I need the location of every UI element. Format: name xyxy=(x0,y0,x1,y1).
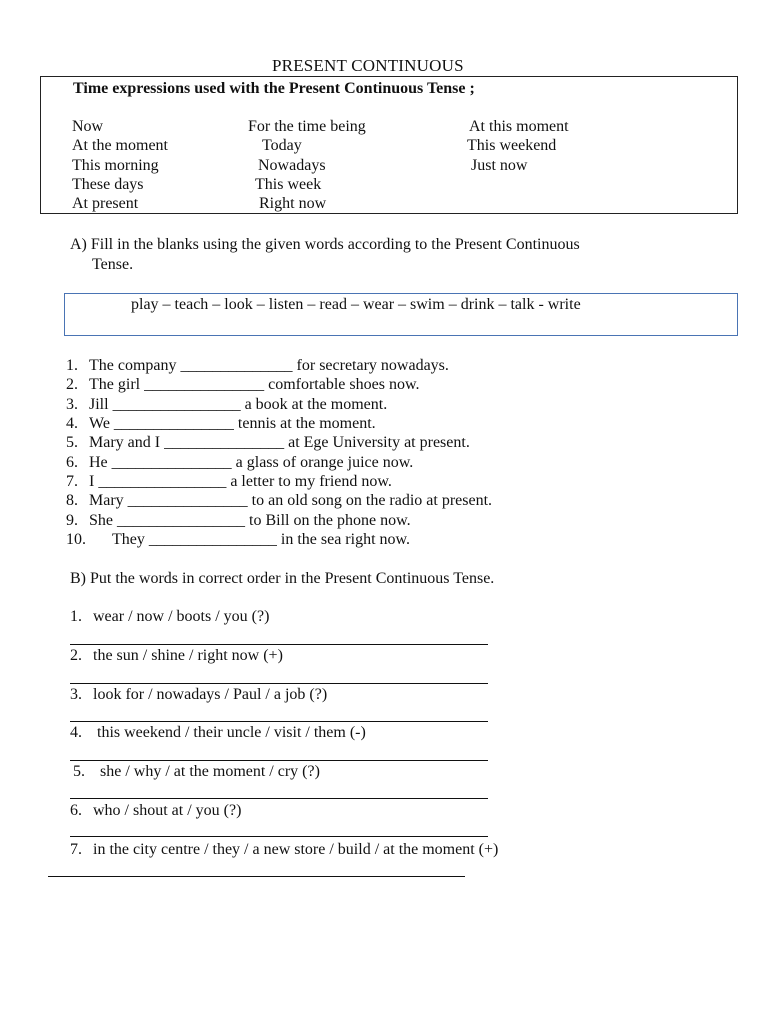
item-rest: to Bill on the phone now. xyxy=(245,512,411,529)
scrambled-words: who / shout at / you (?) xyxy=(93,802,242,819)
item-number: 4. xyxy=(66,415,78,432)
answer-blank[interactable]: _______________ xyxy=(111,454,232,471)
answer-line[interactable] xyxy=(70,683,488,684)
item-subject: He xyxy=(89,454,112,471)
fill-in-item xyxy=(66,530,410,549)
item-rest: to an old song on the radio at present. xyxy=(247,492,493,509)
answer-line[interactable] xyxy=(70,760,488,761)
item-number: 6. xyxy=(66,454,78,471)
item-number: 5. xyxy=(73,763,85,780)
item-number: 2. xyxy=(66,376,78,393)
item-rest: in the sea right now. xyxy=(276,531,411,548)
expression-today: Today xyxy=(262,137,302,154)
item-number: 4. xyxy=(70,724,82,741)
item-subject: The company xyxy=(89,357,181,374)
word-order-item xyxy=(70,685,327,704)
item-subject: We xyxy=(89,415,114,432)
fill-in-item xyxy=(66,375,419,394)
item-rest: a book at the moment. xyxy=(240,396,388,413)
scrambled-words: in the city centre / they / a new store / build / at the moment (+) xyxy=(93,841,499,858)
expression-this-week: This week xyxy=(255,176,322,193)
scrambled-words: look for / nowadays / Paul / a job (?) xyxy=(93,686,328,703)
item-rest: for secretary nowadays. xyxy=(292,357,449,374)
expression-for-the-time-being: For the time being xyxy=(248,118,366,135)
item-subject: I xyxy=(89,473,99,490)
item-number: 7. xyxy=(66,473,78,490)
word-order-item xyxy=(70,801,241,820)
item-number: 6. xyxy=(70,802,82,819)
expression-nowadays: Nowadays xyxy=(258,157,326,174)
expression-now: Now xyxy=(72,118,104,135)
item-subject: They xyxy=(112,531,149,548)
answer-line[interactable] xyxy=(70,644,488,645)
page-title: PRESENT CONTINUOUS xyxy=(272,56,464,75)
item-number: 10. xyxy=(66,531,86,548)
fill-in-item xyxy=(66,491,492,510)
expression-just-now: Just now xyxy=(471,157,528,174)
item-subject: She xyxy=(89,512,117,529)
expression-at-the-moment: At the moment xyxy=(72,137,168,154)
word-order-item xyxy=(70,646,283,665)
answer-blank[interactable]: ________________ xyxy=(98,473,227,490)
expression-these-days: These days xyxy=(72,176,144,193)
item-subject: Mary and I xyxy=(89,434,165,451)
item-rest: a letter to my friend now. xyxy=(226,473,392,490)
scrambled-words: wear / now / boots / you (?) xyxy=(93,608,270,625)
item-rest: a glass of orange juice now. xyxy=(231,454,414,471)
answer-blank[interactable]: ________________ xyxy=(148,531,277,548)
item-number: 8. xyxy=(66,492,78,509)
expression-this-weekend: This weekend xyxy=(467,137,557,154)
item-number: 9. xyxy=(66,512,78,529)
scrambled-words: this weekend / their uncle / visit / them (-) xyxy=(97,724,366,741)
fill-in-item xyxy=(66,433,470,452)
item-subject: The girl xyxy=(89,376,145,393)
fill-in-item xyxy=(66,356,449,375)
word-bank: play – teach – look – listen – read – wear – swim – drink – talk - write xyxy=(131,296,581,313)
item-number: 3. xyxy=(70,686,82,703)
item-number: 7. xyxy=(70,841,82,858)
fill-in-item xyxy=(66,395,387,414)
section-b-instruction: B) Put the words in correct order in the Present Continuous Tense. xyxy=(70,570,495,587)
item-number: 5. xyxy=(66,434,78,451)
word-order-item xyxy=(70,607,269,626)
answer-line[interactable] xyxy=(70,721,488,722)
expression-this-morning: This morning xyxy=(72,157,159,174)
item-subject: Mary xyxy=(89,492,128,509)
time-expressions-heading: Time expressions used with the Present Continuous Tense ; xyxy=(73,80,475,97)
fill-in-item xyxy=(66,511,411,530)
answer-blank[interactable]: _______________ xyxy=(144,376,265,393)
section-a-instruction-cont: Tense. xyxy=(92,256,134,273)
answer-blank[interactable]: ______________ xyxy=(180,357,293,374)
answer-line[interactable] xyxy=(48,876,465,877)
item-rest: at Ege University at present. xyxy=(284,434,470,451)
word-order-item xyxy=(73,762,320,781)
word-order-item xyxy=(70,840,498,859)
fill-in-item xyxy=(66,472,392,491)
item-number: 1. xyxy=(66,357,78,374)
item-subject: Jill xyxy=(89,396,113,413)
fill-in-item xyxy=(66,414,376,433)
answer-line[interactable] xyxy=(70,798,488,799)
item-number: 3. xyxy=(66,396,78,413)
scrambled-words: she / why / at the moment / cry (?) xyxy=(100,763,320,780)
word-order-item xyxy=(70,723,366,742)
answer-blank[interactable]: _______________ xyxy=(127,492,248,509)
item-rest: comfortable shoes now. xyxy=(264,376,420,393)
expression-at-this-moment: At this moment xyxy=(469,118,569,135)
answer-line[interactable] xyxy=(70,836,488,837)
answer-blank[interactable]: ________________ xyxy=(112,396,241,413)
answer-blank[interactable]: _______________ xyxy=(113,415,234,432)
item-number: 1. xyxy=(70,608,82,625)
answer-blank[interactable]: _______________ xyxy=(164,434,285,451)
expression-right-now: Right now xyxy=(259,195,327,212)
expression-at-present: At present xyxy=(72,195,139,212)
answer-blank[interactable]: ________________ xyxy=(117,512,245,529)
fill-in-item xyxy=(66,453,413,472)
section-a-instruction: A) Fill in the blanks using the given words according to the Present Continuous xyxy=(70,236,580,253)
item-rest: tennis at the moment. xyxy=(233,415,376,432)
scrambled-words: the sun / shine / right now (+) xyxy=(93,647,283,664)
item-number: 2. xyxy=(70,647,82,664)
